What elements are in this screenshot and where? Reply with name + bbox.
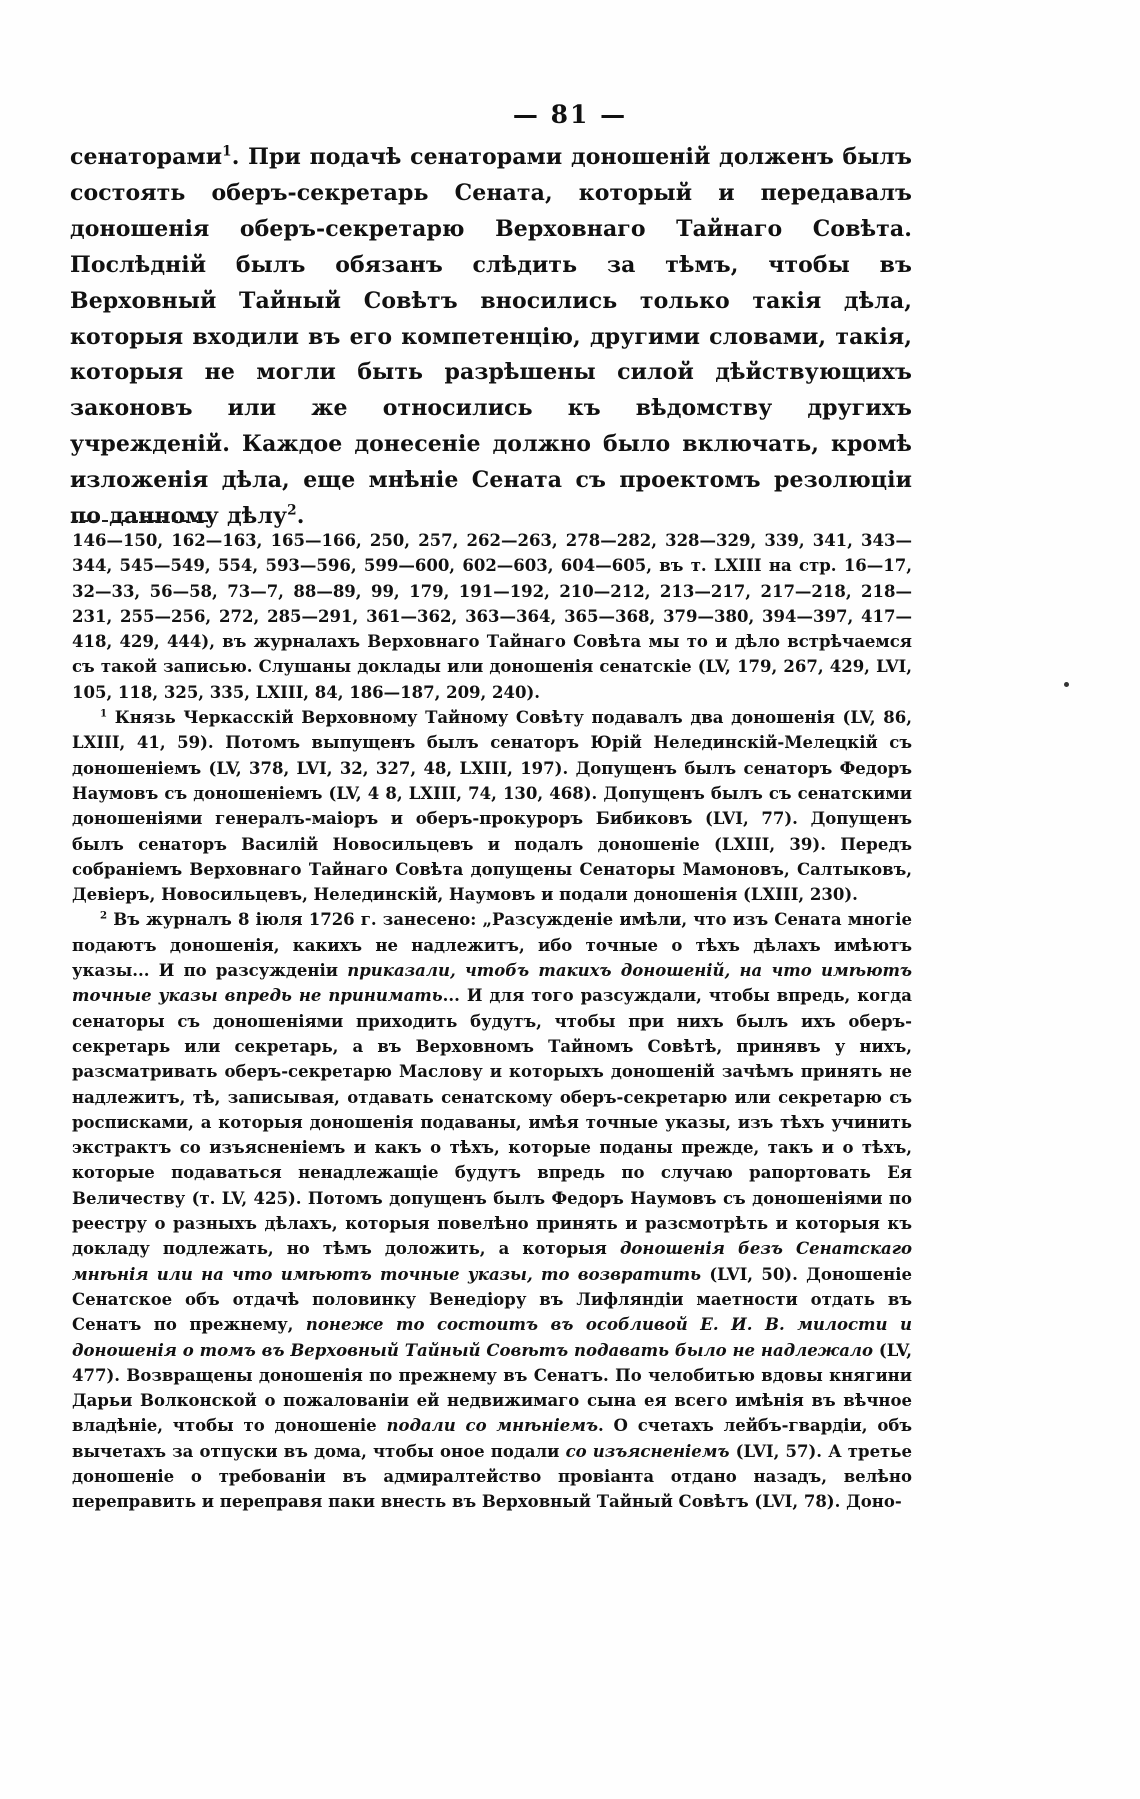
footnote-2-text-a: Въ журналъ 8 іюля 1726 г. занесено: „Разсужденіе имѣли, что изъ Сената многіе подаютъ доношенія, какихъ не надлежитъ, ибо точные о тѣхъ дѣлахъ имѣютъ указы... И по разсужденіи — [72, 910, 912, 981]
main-paragraph — [70, 140, 912, 535]
footnote-2-mark: 2 — [100, 909, 108, 922]
footnote-2-text-c: (LVI, 50). Доношеніе Сенатское объ отдачѣ половинку Венедіору въ Лифляндіи маетности отдать въ Сенатъ по прежнему, — [72, 1264, 912, 1335]
footnote-continuation: 146—150, 162—163, 165—166, 250, 257, 262—263, 278—282, 328—329, 339, 341, 343—344, 545—549, 554, 593—596, 599—600, 602—603, 604—605, въ т. LXIII на стр. 16—17, 32—33, 56—58, 73—7, 88—89, 99, 179, 191—192, 210—212, 213—217, 217—218, 218—231, 255—256, 272, 285—291, 361—362, 363—364, 365—368, 379—380, 394—397, 417—418, 429, 444), въ журналахъ Верховнаго Тайнаго Совѣта мы то и дѣло встрѣчаемся съ такой записью. Слушаны доклады или доношенія сенатскіе (LV, 179, 267, 429, LVI, 105, 118, 325, 335, LXIII, 84, 186—187, 209, 240). — [72, 531, 912, 702]
footnote-1-text: Князь Черкасскій Верховному Тайному Совѣту подавалъ два доношенія (LV, 86, LXIII, 41, 59). Потомъ выпущенъ былъ сенаторъ Юрій Нелединскій-Мелецкій съ доношеніемъ (LV, 378, LVI, 32, 327, 48, LXIII, 197). Допущенъ былъ сенаторъ Федоръ Наумовъ съ доношеніемъ (LV, 4 8, LXIII, 74, 130, 468). Допущенъ былъ съ сенатскими доношеніями генералъ-маіоръ и оберъ-прокуроръ Бибиковъ (LVI, 77). Допущенъ былъ сенаторъ Василій Новосильцевъ и подалъ доношеніе (LXIII, 39). Передъ собраніемъ Верховнаго Тайнаго Совѣта допущены Сенаторы Мамоновъ, Салтыковъ, Девіеръ, Новосильцевъ, Нелединскій, Наумовъ и подали доношенія (LXIII, 230). — [72, 708, 912, 905]
footnote-ref-1: 1 — [222, 143, 232, 160]
footnote-2 — [72, 907, 912, 1514]
footnote-2-italic-3: понеже то состоитъ въ особливой Е. И. В. милости и доношенія о томъ въ Верховный Тайный Совѣтъ подавать было не надлежало — [72, 1315, 912, 1360]
page-number: — 81 — — [512, 100, 628, 129]
main-text-end: . — [296, 503, 305, 530]
footnote-ref-2: 2 — [287, 502, 297, 519]
footnote-divider — [72, 520, 208, 522]
footnote-2-text-e: . О счетахъ лейбъ-гвардіи, объ вычетахъ за отпуски въ дома, чтобы оное подали — [72, 1416, 912, 1461]
footnote-1-mark: 1 — [100, 707, 108, 720]
main-text — [70, 140, 912, 535]
footnote-2-italic-2: доношенія безъ Сенатскаго мнѣнія или на что имѣютъ точные указы, то возвратить — [72, 1239, 912, 1284]
footnote-1 — [72, 705, 912, 907]
footnote-2-italic-1: приказали, чтобъ такихъ доношеній, на что имѣютъ точные указы впредь не принимать — [72, 961, 912, 1006]
margin-speck — [1064, 682, 1069, 687]
footnote-2-text-f: (LVI, 57). А третье доношеніе о требованіи въ адмиралтейство провіанта отдано назадъ, велѣно переправить и переправя паки внесть въ Верховный Тайный Совѣтъ (LVI, 78). Доно- — [72, 1441, 912, 1512]
footnotes — [72, 528, 912, 1515]
footnote-2-text-b: ... И для того разсуждали, чтобы впредь, когда сенаторы съ доношеніями приходить будутъ, чтобы при нихъ былъ ихъ оберъ-секретарь или секретарь, а въ Верховномъ Тайномъ Совѣтѣ, принявъ у нихъ, разсматривать оберъ-секретарю Маслову и которыхъ доношеній зачѣмъ принять не надлежитъ, тѣ, записывая, отдавать сенатскому оберъ-секретарю или секретарю съ росписками, а которыя доношенія подаваны, имѣя точные указы, изъ тѣхъ учинить экстрактъ со изъясненіемъ и какъ о тѣхъ, которые поданы прежде, такъ и о тѣхъ, которые подаваться ненадлежащіе будутъ впредь по случаю рапортовать Ея Величеству (т. LV, 425). Потомъ допущенъ былъ Федоръ Наумовъ съ доношеніями по реестру о разныхъ дѣлахъ, которыя повелѣно принять и разсмотрѣть и которыя къ докладу подлежать, но тѣмъ доложить, а которыя — [72, 986, 912, 1259]
footnote-2-text-d: (LV, 477). Возвращены доношенія по прежнему въ Сенатъ. По челобитью вдовы княгини Дарьи Волконской о пожалованіи ей недвижимаго сына ея всего имѣнія въ вѣчное владѣніе, чтобы то доношеніе — [72, 1340, 912, 1436]
footnote-2-italic-4: подали со мнѣніемъ — [386, 1416, 598, 1436]
main-text-body: . При подачѣ сенаторами доношеній долженъ былъ состоять оберъ-секретарь Сената, который и передавалъ доношенія оберъ-секретарю Верховнаго Тайнаго Совѣта. Послѣдній былъ обязанъ слѣдить за тѣмъ, чтобы въ Верховный Тайный Совѣтъ вносились только такія дѣла, которыя входили въ его компетенцію, другими словами, такія, которыя не могли быть разрѣшены силой дѣйствующихъ законовъ или же относились къ вѣдомству другихъ учрежденій. Каждое донесеніе должно было включать, кромѣ изложенія дѣла, еще мнѣніе Сената съ проектомъ резолюціи по данному дѣлу — [70, 144, 912, 530]
main-text-start: сенаторами — [70, 144, 223, 170]
footnote-2-italic-5: со изъясненіемъ — [565, 1441, 730, 1461]
